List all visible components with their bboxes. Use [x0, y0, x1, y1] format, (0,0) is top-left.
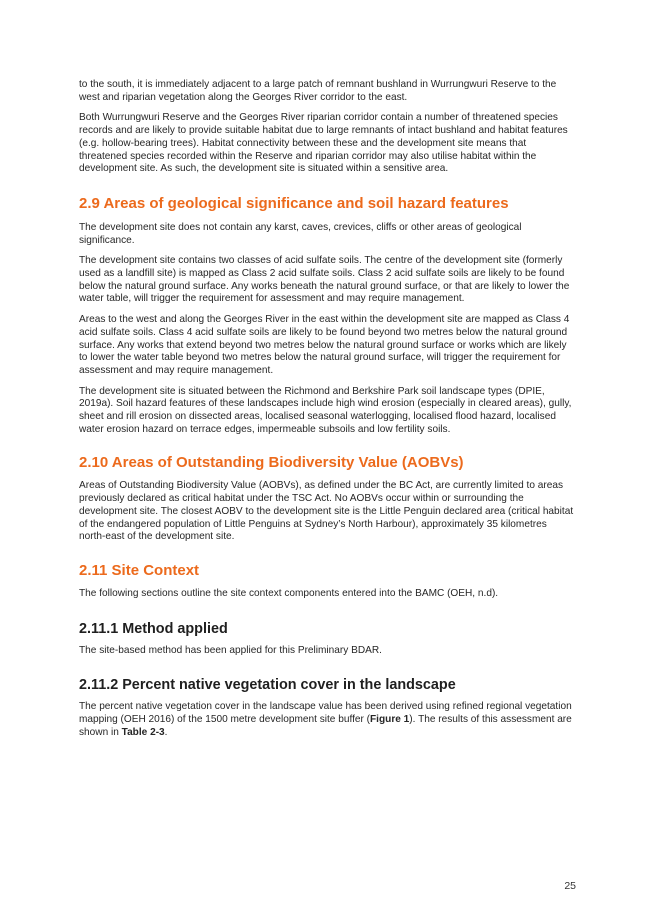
- heading-geological-significance: 2.9 Areas of geological significance and soil hazard features: [79, 194, 509, 212]
- geology-paragraph-3: Areas to the west and along the Georges River in the east within the development site are mapped as Class 4 acid sulfate soils. Class 4 acid sulfate soils are likely to be found beyond two metres below the natural ground surface. Any works that extend beyond two metres below the natural ground surface or works which are likely to lower the water table beyond two metres below the natural ground surface, will trigger the requirement for assessment and may require management.: [79, 314, 570, 376]
- geology-paragraph-1: The development site does not contain any karst, caves, crevices, cliffs or other areas of geological significance.: [79, 221, 522, 246]
- table-2-3-reference: Table 2-3: [121, 726, 165, 738]
- page-number: 25: [564, 880, 576, 892]
- site-context-paragraph: The following sections outline the site context components entered into the BAMC (OEH, n.d).: [79, 587, 499, 599]
- geology-paragraph-2: The development site contains two classes of acid sulfate soils. The centre of the development site (formerly used as a landfill site) is mapped as Class 2 acid sulfate soils. Class 2 acid sulfate soils are likely to be found below the natural ground surface. Any works beneath the natural ground surface, or that are likely to lower the water table, will trigger the requirement for assessment and may require management.: [79, 255, 570, 305]
- heading-site-context: 2.11 Site Context: [79, 561, 200, 579]
- figure-1-reference: Figure 1: [370, 714, 410, 726]
- intro-paragraph-2: Both Wurrungwuri Reserve and the Georges River riparian corridor contain a number of threatened species records and are likely to provide suitable habitat due to large remnants of intact bushland and habitat features (e.g. hollow-bearing trees). Habitat connectivity between these and the development site means that threatened species recorded within the Reserve and riparian corridor may also utilise habitat within the development site. As such, the development site is situated within a sensitive area.: [79, 112, 568, 175]
- vegetation-text-part-1: The percent native vegetation cover in the landscape value has been derived using refined regional vegetation mapping (OEH 2016) of the 1500 metre development site buffer (: [79, 701, 572, 726]
- vegetation-text-part-3: .: [164, 726, 168, 738]
- document-page: [79, 79, 575, 748]
- vegetation-text-part-2: ). The results of this assessment are shown in: [79, 714, 572, 738]
- method-paragraph: The site-based method has been applied for this Preliminary BDAR.: [79, 644, 382, 656]
- heading-native-vegetation-cover: 2.11.2 Percent native vegetation cover in the landscape: [79, 677, 456, 694]
- vegetation-cover-paragraph: [79, 701, 575, 739]
- intro-paragraph-1: to the south, it is immediately adjacent to a large patch of remnant bushland in Wurrungwuri Reserve to the west and riparian vegetation along the Georges River corridor to the east.: [79, 79, 557, 103]
- heading-aobv: 2.10 Areas of Outstanding Biodiversity Value (AOBVs): [79, 454, 464, 472]
- heading-method-applied: 2.11.1 Method applied: [79, 620, 228, 637]
- geology-paragraph-4: The development site is situated between the Richmond and Berkshire Park soil landscape types (DPIE, 2019a). Soil hazard features of these landscapes include high wind erosion (especially in cleared areas), gully, sheet and rill erosion on dissected areas, localised seasonal waterlogging, localised flood hazard, localised water erosion hazard on terrace edges, impermeable subsoils and low fertility soils.: [79, 385, 572, 435]
- aobv-paragraph: Areas of Outstanding Biodiversity Value (AOBVs), as defined under the BC Act, are currently limited to areas previously declared as critical habitat under the TSC Act. No AOBVs occur within or surrounding the development site. The closest AOBV to the development site is the Little Penguin declared area (critical habitat of the endangered population of Little Penguins at Sydney’s North Harbour), approximately 35 kilometres north-east of the development site.: [79, 480, 574, 543]
